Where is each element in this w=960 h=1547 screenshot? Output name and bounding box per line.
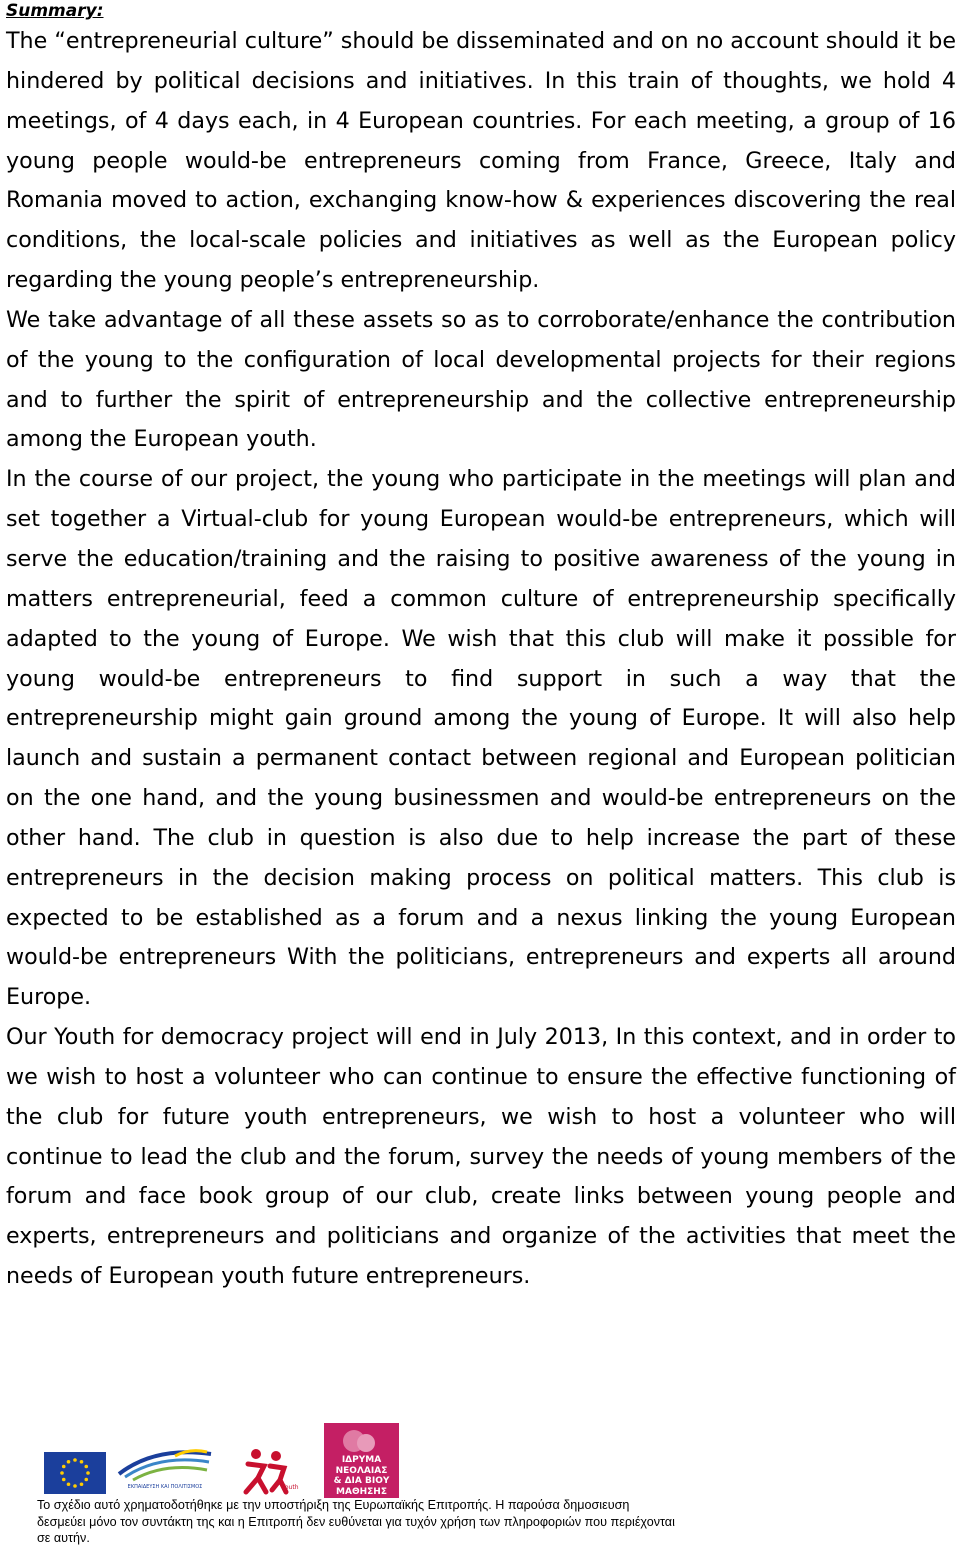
eu-star-icon: [62, 1465, 66, 1469]
paragraph-volunteer: Our Youth for democracy project will end in July 2013, In this context, and in order to we wish to host a volunteer who can continue to ensure the effective functioning of the club for future youth entrepreneurs, we wish to host a volunteer who will continue to lead the club and the forum, survey the needs of young members of the forum and face book group of our club, create links between young people and experts, entrepreneurs and politicians and organize of the activities that meet the needs of European youth future entrepreneurs.: [6, 1024, 956, 1290]
eu-star-icon: [62, 1478, 66, 1482]
paragraph-virtual-club: In the course of our project, the young who participate in the meetings will plan and set together a Virtual-club for young European would-be entrepreneurs, which will serve the education/training and the raising to positive awareness of the young in matters entrepreneurial, feed a common culture of entrepreneurship specifically adapted to the young of Europe. We wish that this club will make it possible for young would-be entrepreneurs to find support in such a way that the entrepreneurship might gain ground among the young of Europe. It will also help launch and sustain a permanent contact between regional and European politician on the one hand, and the young businessmen and would-be entrepreneurs on the other hand. The club in question is also due to help increase the part of these entrepreneurs in the decision making process on political matters. This club is expected to be established as a forum and a nexus linking the young European would-be entrepreneurs With the politicians, entrepreneurs and experts all around Europe.: [6, 466, 956, 1011]
paragraph-intro: The “entrepreneurial culture” should be disseminated and on no account should it be hindered by political decisions and initiatives. In this train of thoughts, we hold 4 meetings, of 4 days each, in 4 European countries. For each meeting, a group of 16 young people would-be entrepreneurs coming from France, Greece, Italy and Romania moved to action, exchanging know-how & experiences discovering the real conditions, the local-scale policies and initiatives as well as the European policy regarding the young people’s entrepreneurship.: [6, 28, 956, 294]
foundation-line-2: ΝΕΟΛΑΙΑΣ: [335, 1465, 388, 1476]
eu-star-icon: [73, 1484, 77, 1488]
document-page: [6, 0, 956, 1297]
funding-disclaimer: Το σχέδιο αυτό χρηματοδοτήθηκε με την υποστήριξη της Ευρωπαϊκής Επιτροπής. Η παρούσα δημοσιευση δεσμεύει μόνο τον συντάκτη της και η Επιτροπή δεν ευθύνεται για τυχόν χρήση των πληροφοριών που περιέχονται σε αυτήν.: [37, 1498, 675, 1545]
eu-star-icon: [80, 1460, 84, 1464]
lifelong-learning-icon: [115, 1444, 215, 1498]
eu-star-icon: [84, 1465, 88, 1469]
eu-star-icon: [80, 1482, 84, 1486]
youth-in-action-icon: [236, 1446, 310, 1498]
eu-star-icon: [60, 1471, 64, 1475]
foundation-line-3: & ΔΙΑ ΒΙΟΥ: [333, 1476, 390, 1486]
eu-star-icon: [73, 1458, 77, 1462]
lifelong-learning-caption: ΕΚΠΑΙΔΕΥΣΗ ΚΑΙ ΠΟΛΙΤΙΣΜΟΣ: [127, 1484, 203, 1490]
youth-caption: Youth: [282, 1484, 299, 1491]
summary-heading: Summary:: [6, 1, 104, 21]
foundation-line-1: ΙΔΡΥΜΑ: [341, 1455, 382, 1465]
foundation-icon: [324, 1423, 399, 1498]
logo-strip: [0, 1418, 960, 1498]
paragraph-assets: We take advantage of all these assets so as to corroborate/enhance the contribution of the young to the configuration of local developmental projects for their regions and to further the spirit of entrepreneurship and the collective entrepreneurship among the European youth.: [6, 306, 956, 453]
eu-flag-icon: [44, 1452, 106, 1494]
foundation-line-4: ΜΑΘΗΣΗΣ: [336, 1486, 387, 1497]
eu-star-icon: [67, 1482, 71, 1486]
eu-star-icon: [67, 1460, 71, 1464]
eu-star-icon: [84, 1478, 88, 1482]
eu-star-icon: [86, 1471, 90, 1475]
